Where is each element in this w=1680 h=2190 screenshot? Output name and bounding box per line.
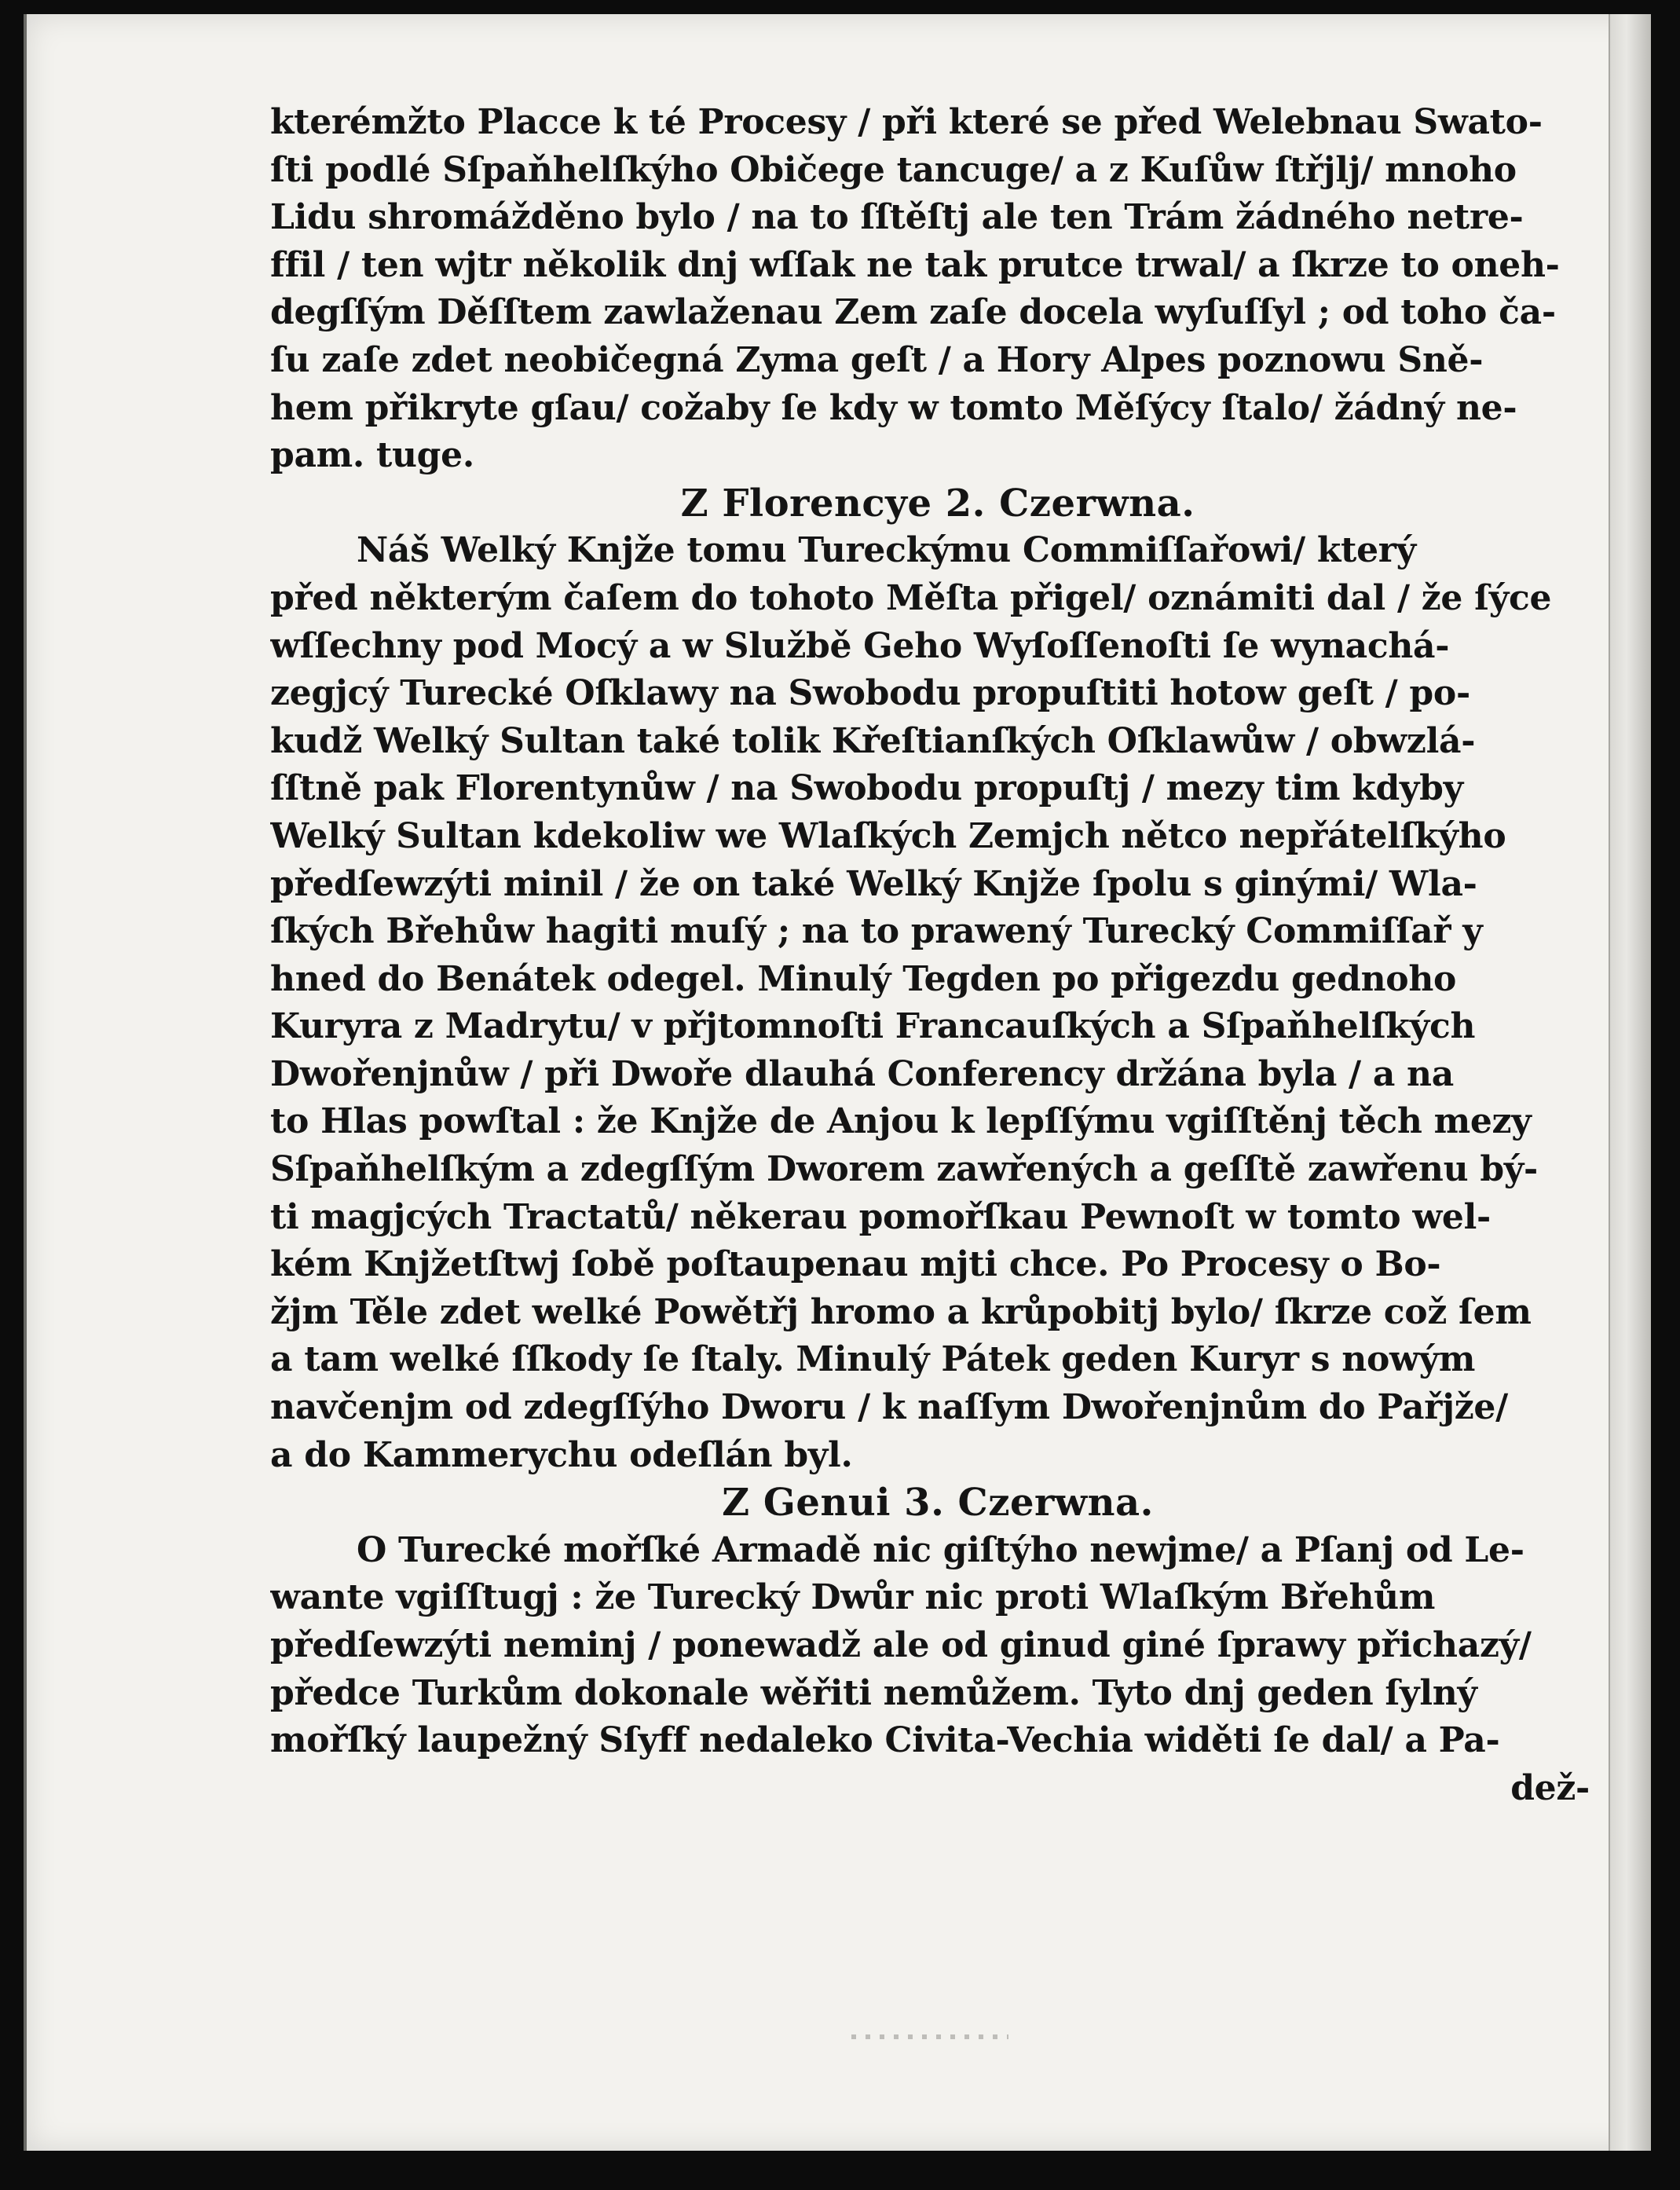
text-line: předſewzýti minil / že on také Welký Knjže ſpolu s ginými/ Wla- xyxy=(270,863,1477,904)
text-line: Dwořenjnůw / při Dwoře dlauhá Conferency držána byla / a na xyxy=(270,1053,1454,1094)
book-page xyxy=(24,14,1651,2151)
text-line: ffil / ten wjtr několik dnj wſſak ne tak prutce trwal/ a ſkrze to oneh- xyxy=(270,244,1560,285)
text-line: ti magjcých Tractatů/ někerau pomořſkau Pewnoſt w tomto wel- xyxy=(270,1196,1491,1237)
text-line: Sſpaňhelſkým a zdegſſým Dworem zawřených a geſſtě zawřenu bý- xyxy=(270,1149,1539,1190)
text-line: zegjcý Turecké Oſklawy na Swobodu propuſtiti hotow geſt / po- xyxy=(270,673,1470,714)
text-line: mořſký laupežný Sſyff nedaleko Civita-Vechia widěti ſe dal/ a Pa- xyxy=(270,1720,1500,1761)
text-line: kém Knjžetſtwj ſobě poſtaupenau mjti chce. Po Procesy o Bo- xyxy=(270,1244,1441,1285)
text-line: hned do Benátek odegel. Minulý Tegden po přigezdu gednoho xyxy=(270,958,1457,999)
text-line: kterémžto Placce k té Procesy / při které se před Welebnau Swato- xyxy=(270,102,1543,142)
bottom-smudge-marks xyxy=(851,2034,1008,2039)
text-line: ſkých Břehůw hagiti muſý ; na to prawený Turecký Commiſſař y xyxy=(270,911,1483,952)
text-line: wſſechny pod Mocý a w Službě Geho Wyſoſſenoſti ſe wynachá- xyxy=(270,625,1450,666)
text-line: kudž Welký Sultan také tolik Křeſtianſkých Oſklawůw / obwzlá- xyxy=(270,720,1476,761)
section-heading: Z Genui 3. Czerwna. xyxy=(722,1481,1154,1525)
text-line: předſewzýti neminj / ponewadž ale od ginud giné ſprawy přichazý/ xyxy=(270,1625,1532,1665)
text-line: O Turecké mořſké Armadě nic giſtýho newjme/ a Pſanj od Le- xyxy=(357,1529,1524,1570)
text-line: Lidu shromážděno bylo / na to ſſtěſtj ale ten Trám žádného netre- xyxy=(270,197,1524,238)
text-line: hem přikryte gſau/ cožaby ſe kdy w tomto Měſýcy ſtalo/ žádný ne- xyxy=(270,387,1517,428)
text-line: žjm Těle zdet welké Powětřj hromo a krůpobitj bylo/ ſkrze což ſem xyxy=(270,1291,1532,1332)
text-line: wante vgiſſtugj : že Turecký Dwůr nic proti Wlaſkým Břehům xyxy=(270,1577,1436,1618)
text-line: ſu zaſe zdet neobičegná Zyma geſt / a Hory Alpes poznowu Sně- xyxy=(270,339,1484,380)
catchword: dež- xyxy=(1510,1767,1590,1808)
text-line: Náš Welký Knjže tomu Tureckýmu Commiſſařowi/ který xyxy=(357,530,1416,571)
text-line: ſſtně pak Florentynůw / na Swobodu propuſtj / mezy tim kdyby xyxy=(270,768,1463,809)
text-line: navčenjm od zdegſſýho Dworu / k naſſym Dwořenjnům do Pařjže/ xyxy=(270,1387,1508,1428)
text-line: předce Turkům dokonale wěřiti nemůžem. Tyto dnj geden ſylný xyxy=(270,1672,1477,1713)
text-line: a tam welké ſſkody ſe ſtaly. Minulý Pátek geden Kuryr s nowým xyxy=(270,1339,1476,1380)
text-line: Kuryra z Madrytu/ v přjtomnoſti Francauſkých a Sſpaňhelſkých xyxy=(270,1006,1476,1047)
text-line: před některým čaſem do tohoto Měſta přigel/ oznámiti dal / že ſýce xyxy=(270,577,1552,618)
text-line: pam. tuge. xyxy=(270,435,474,476)
text-line: Welký Sultan kdekoliw we Wlaſkých Zemjch nětco nepřátelſkýho xyxy=(270,815,1506,856)
text-line: ſti podlé Sſpaňhelſkýho Običege tancuge/ a z Kuſůw ſtřjlj/ mnoho xyxy=(270,149,1517,190)
text-line: a do Kammerychu odeſlán byl. xyxy=(270,1434,853,1475)
book-spine-edge xyxy=(1609,14,1651,2151)
section-heading: Z Florencye 2. Czerwna. xyxy=(680,481,1195,526)
text-line: degſſým Děſſtem zawlaženau Zem zaſe docela wyſuſſyl ; od toho ča- xyxy=(270,292,1556,333)
text-line: to Hlas powſtal : že Knjže de Anjou k lepſſýmu vgiſſtěnj těch mezy xyxy=(270,1101,1532,1142)
page-text-block xyxy=(270,99,1605,1812)
